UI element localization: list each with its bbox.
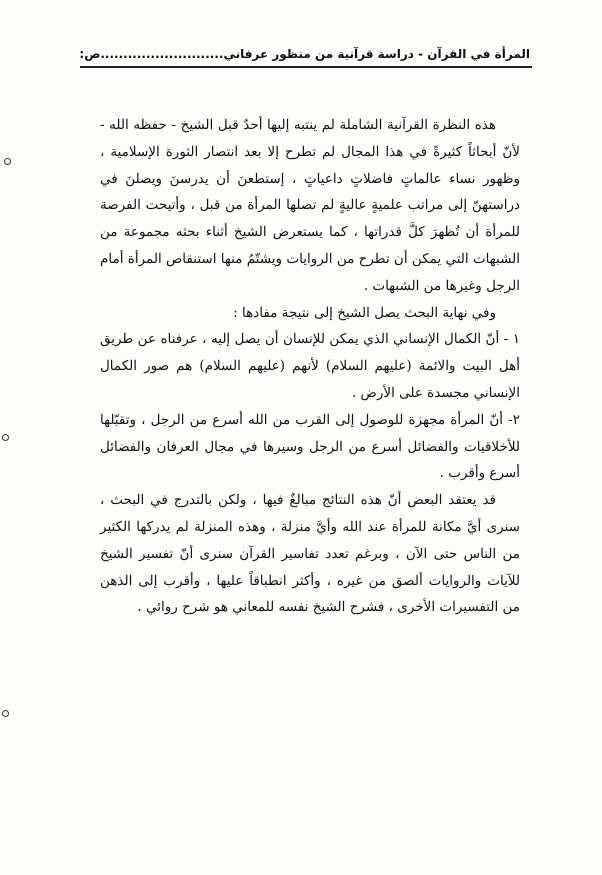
paragraph-conclusion-lead: وفي نهاية البحث يصل الشيخ إلى نتيجة مفادها : — [233, 304, 496, 321]
paragraph-point-2: ٢- أنّ المرأة مجهزة للوصول إلى القرب من الله أسرع من الرجل ، وتقبّلها للأخلاقيات والفضائل أسرع من الرجل وسيرها في مجال العرفان والفضائل أسرع وأقرب . — [100, 411, 520, 482]
paragraph-point-1: ١ - أنّ الكمال الإنساني الذي يمكن للإنسان أن يصل إليه ، عرفناه عن طريق أهل البيت والائمة (عليهم السلام) لأنهم (عليهم السلام) هم صور الكمال الإنساني مجسدة على الأرض . — [100, 331, 520, 401]
paragraph-intro: هذه النظرة القرآنية الشاملة لم ينتبه إليها أحدٌ قبل الشيخ - حفظه الله - لأنّ أبحاثاً كثيرةً في هذا المجال لم تطرح إلا بعد انتصار الثورة الإسلامية ، وظهور نساء عالماتٍ فاضلاتٍ داعياتٍ ، إستطعنَ أن يدرسنَ ويصلنَ في دراستهنّ إلى مراتب علميةٍ عاليةٍ لم تصلها المرأة من قبل ، وأتيحت الفرصة للمرأة أن تُظهرَ كلَّ قدراتها ، كما يستعرض الشيخ أثناء بحثه مجموعة من الشبهات التي يمكن أن تطرح من الروايات ويشتّمُ منها استنقاص المرأة أمام الرجل وغيرها من الشبهات . — [100, 117, 520, 294]
paragraph-closing: قد يعتقد البعض أنّ هذه النتائج مبالغٌ فيها ، ولكن بالتدرج في البحث ، سنرى أيَّ مكانة للمرأة عند الله وأيَّ منزلة ، وهذه المنزلة لم يدركها الكثير من الناس حتى الآن ، وبرغم تعدد تفاسير القرآن سنرى أنّ تفسير الشيخ للآيات والروايات ألصق من غيره ، وأكثر انطباقاً عليها ، وأقرب إلى الذهن من التفسيرات الأخرى ، فشرح الشيخ نفسه للمعاني هو شرح روائي . — [100, 492, 520, 616]
page-number-label: ص: — [79, 47, 101, 61]
header-rule — [80, 66, 532, 68]
scan-mark — [4, 158, 11, 165]
scan-mark — [2, 710, 9, 717]
running-header-title: المرأة في القرآن - دراسة قرآنية من منظور عرفاني — [223, 47, 530, 61]
body-text — [100, 112, 520, 621]
scan-mark — [2, 434, 9, 441]
running-header — [79, 46, 530, 62]
running-header-dots: ........................... — [100, 47, 224, 61]
